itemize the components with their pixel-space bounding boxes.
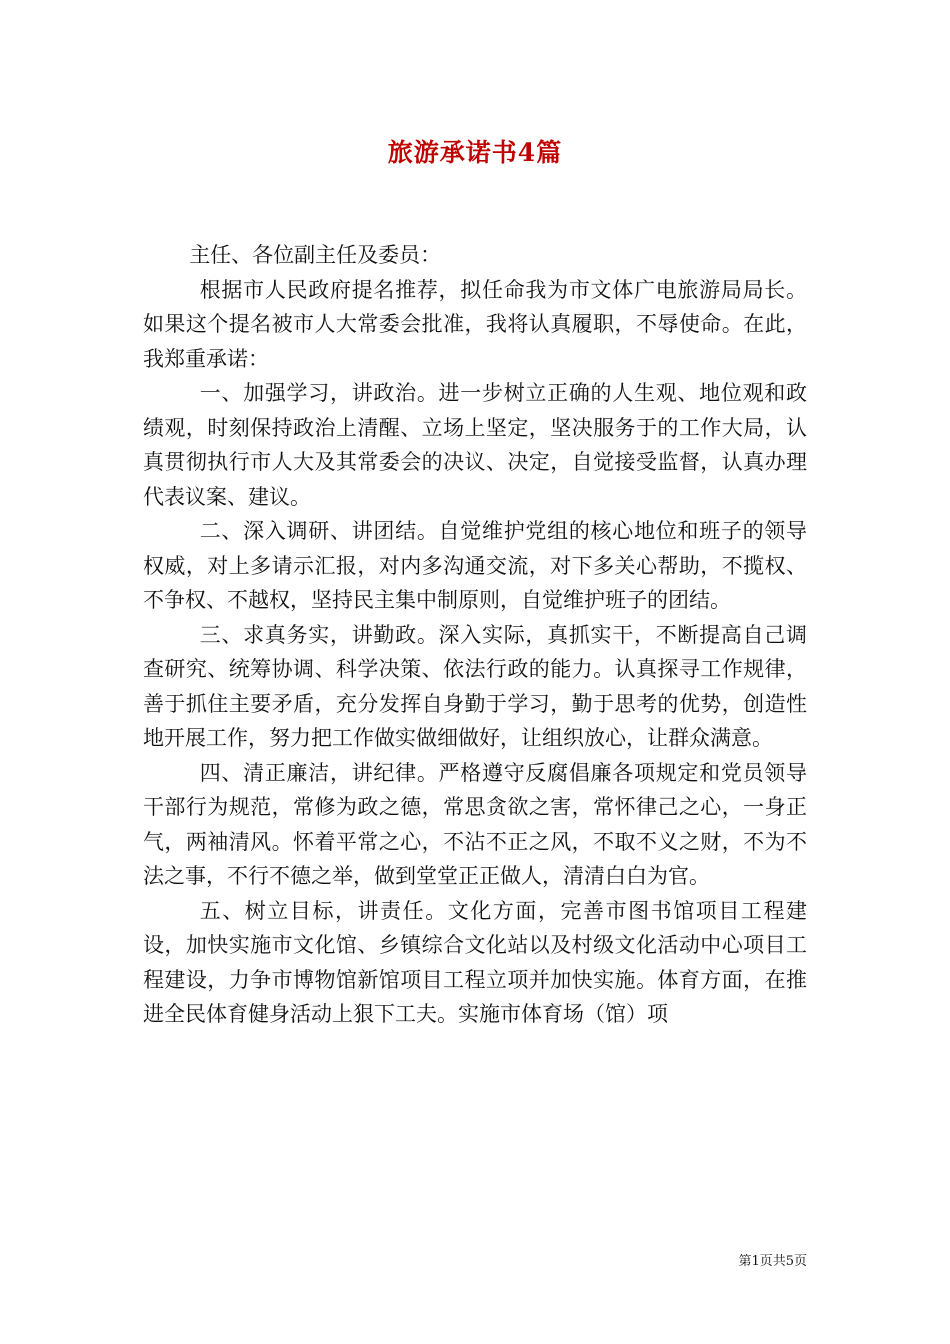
paragraph-pledge-5: 五、树立目标，讲责任。文化方面，完善市图书馆项目工程建设，加快实施市文化馆、乡镇综合文化站以及村级文化活动中心项目工程建设，力争市博物馆新馆项目工程立项并加快实施。体育方面，在推进全民体育健身活动上狠下工夫。实施市体育场（馆）项 — [143, 898, 807, 1026]
paragraph-intro: 根据市人民政府提名推荐，拟任命我为市文体广电旅游局局长。如果这个提名被市人大常委会批准，我将认真履职，不辱使命。在此，我郑重承诺： — [143, 277, 807, 371]
document-body — [143, 238, 807, 1032]
page-number: 第1页共5页 — [738, 1254, 807, 1269]
paragraph-pledge-3: 三、求真务实，讲勤政。深入实际，真抓实干，不断提高自己调查研究、统筹协调、科学决策、依法行政的能力。认真探寻工作规律，善于抓住主要矛盾，充分发挥自身勤于学习，勤于思考的优势，创造性地开展工作，努力把工作做实做细做好，让组织放心，让群众满意。 — [143, 622, 807, 750]
document-title: 旅游承诺书4篇 — [387, 138, 563, 167]
paragraph-pledge-1: 一、加强学习，讲政治。进一步树立正确的人生观、地位观和政绩观，时刻保持政治上清醒、立场上坚定，坚决服务于的工作大局，认真贯彻执行市人大及其常委会的决议、决定，自觉接受监督，认真办理代表议案、建议。 — [143, 381, 807, 509]
salutation: 主任、各位副主任及委员： — [189, 243, 442, 267]
paragraph-pledge-2: 二、深入调研、讲团结。自觉维护党组的核心地位和班子的领导权威，对上多请示汇报，对内多沟通交流，对下多关心帮助，不揽权、不争权、不越权，坚持民主集中制原则，自觉维护班子的团结。 — [143, 519, 807, 612]
paragraph-pledge-4: 四、清正廉洁，讲纪律。严格遵守反腐倡廉各项规定和党员领导干部行为规范，常修为政之德，常思贪欲之害，常怀律己之心，一身正气，两袖清风。怀着平常之心，不沾不正之风，不取不义之财，不为不法之事，不行不德之举，做到堂堂正正做人，清清白白为官。 — [143, 760, 807, 888]
